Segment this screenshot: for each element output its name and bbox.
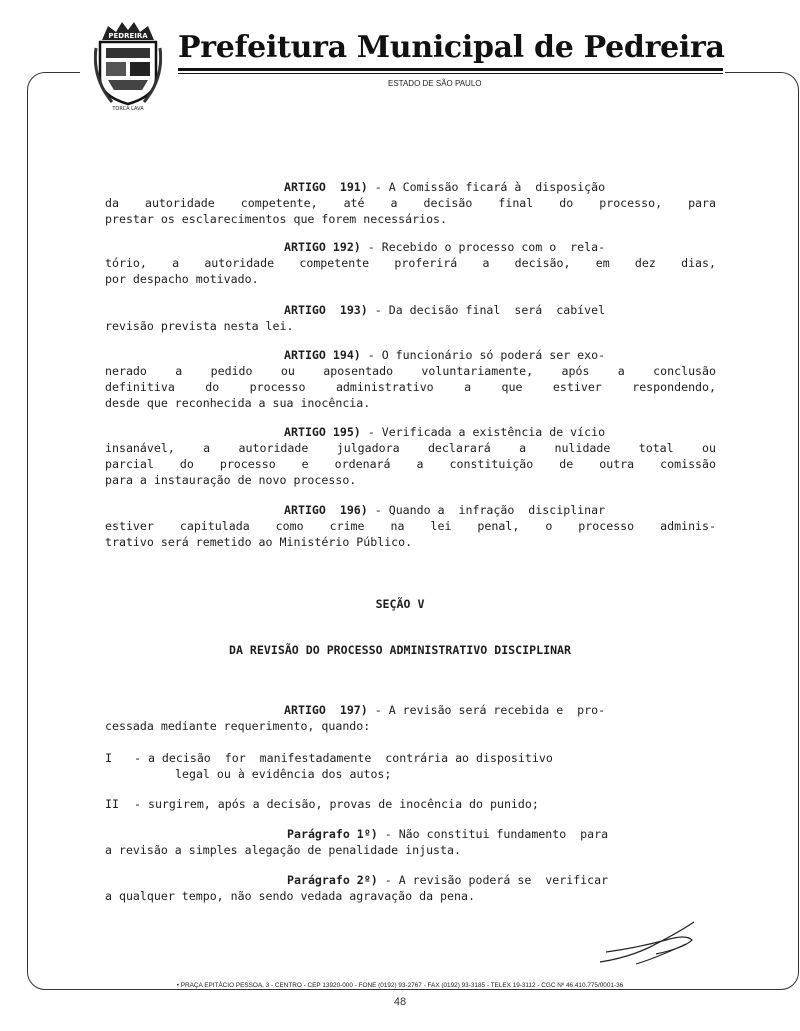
article-192-key: ARTIGO 192): [284, 240, 361, 254]
article-194-key: ARTIGO 194): [284, 348, 361, 362]
article-191-key: ARTIGO 191): [284, 180, 368, 194]
article-193-line-2: revisão prevista nesta lei.: [105, 319, 294, 333]
article-196-key: ARTIGO 196): [284, 503, 368, 517]
article-192-line-1: - Recebido o processo com o rela-: [367, 240, 606, 254]
article-195-line-3: parcial do processo e ordenará a constituição de outra comissão: [105, 457, 716, 471]
article-194-line-2: nerado a pedido ou aposentado voluntariamente, após a conclusão: [105, 364, 716, 378]
title-rule: [178, 68, 723, 71]
article-195-key: ARTIGO 195): [284, 425, 361, 439]
article-197-line-2: cessada mediante requerimento, quando:: [105, 719, 371, 733]
paragraph-2-line-2: a qualquer tempo, não sendo vedada agravação da pena.: [105, 889, 475, 903]
article-194-line-3: definitiva do processo administrativo a que estiver respondendo,: [105, 380, 716, 394]
paragraph-1-key: Parágrafo 1º): [287, 827, 378, 841]
article-195-line-1: - Verificada a existência de vício: [367, 425, 606, 439]
section-subtitle: DA REVISÃO DO PROCESSO ADMINISTRATIVO DISCIPLINAR: [228, 643, 572, 657]
page-title: Prefeitura Municipal de Pedreira: [178, 30, 725, 65]
article-191-line-2: da autoridade competente, até a decisão final do processo, para: [105, 196, 716, 210]
article-192-line-2: tório, a autoridade competente proferirá a decisão, em dez dias,: [105, 256, 716, 270]
item-2-line-1: - surgirem, após a decisão, provas de inocência do punido;: [134, 797, 539, 811]
coat-of-arms-icon: [94, 18, 162, 112]
article-197-line-1: - A revisão será recebida e pro-: [374, 703, 606, 717]
item-1-line-2: legal ou à evidência dos autos;: [175, 767, 392, 781]
page-number: 48: [393, 996, 407, 1008]
article-192-line-3: por despacho motivado.: [105, 272, 259, 286]
article-196-line-1: - Quando a infração disciplinar: [374, 503, 606, 517]
paragraph-1-line-1: - Não constitui fundamento para: [384, 827, 609, 841]
article-191-line-1: - A Comissão ficará à disposição: [374, 180, 606, 194]
footer-address-line: [0, 982, 800, 989]
article-194-line-4: desde que reconhecida a sua inocência.: [105, 396, 371, 410]
article-197-key: ARTIGO 197): [284, 703, 368, 717]
item-1-line-1: - a decisão for manifestadamente contrária ao dispositivo: [134, 751, 553, 765]
article-195-line-4: para a instauração de novo processo.: [105, 473, 357, 487]
article-193-line-1: - Da decisão final será cabível: [374, 303, 606, 317]
article-196-line-2: estiver capitulada como crime na lei penal, o processo adminis-: [105, 519, 716, 533]
paragraph-2-line-1: - A revisão poderá se verificar: [384, 873, 609, 887]
title-rule-thin: [178, 73, 723, 74]
coat-text: PEDREIRA: [108, 32, 148, 40]
article-195-line-2: insanável, a autoridade julgadora declarará a nulidade total ou: [105, 441, 716, 455]
footer-address: • PRAÇA EPITÁCIO PESSOA, 3 - CENTRO - CEP 13920-000 - FONE (0192) 93-2767 - FAX (0192) 93-3185 - TELEX 19-3112 - CGC Nº 46.410.775/0001-36: [174, 982, 626, 989]
paragraph-1-line-2: a revisão a simples alegação de penalidade injusta.: [105, 843, 461, 857]
item-2-number: II: [105, 797, 119, 811]
paragraph-2-key: Parágrafo 2º): [287, 873, 378, 887]
article-196-line-3: trativo será remetido ao Ministério Público.: [105, 535, 413, 549]
section-heading: SEÇÃO V: [375, 597, 425, 611]
article-194-line-1: - O funcionário só poderá ser exo-: [367, 348, 606, 362]
item-1-number: I: [105, 751, 112, 765]
state-label: ESTADO DE SÃO PAULO: [388, 79, 482, 88]
article-193-key: ARTIGO 193): [284, 303, 368, 317]
article-191-line-3: prestar os esclarecimentos que forem necessários.: [105, 212, 448, 226]
coat-motto: TORCA LAVA: [112, 106, 144, 112]
signature-icon: [596, 918, 700, 968]
